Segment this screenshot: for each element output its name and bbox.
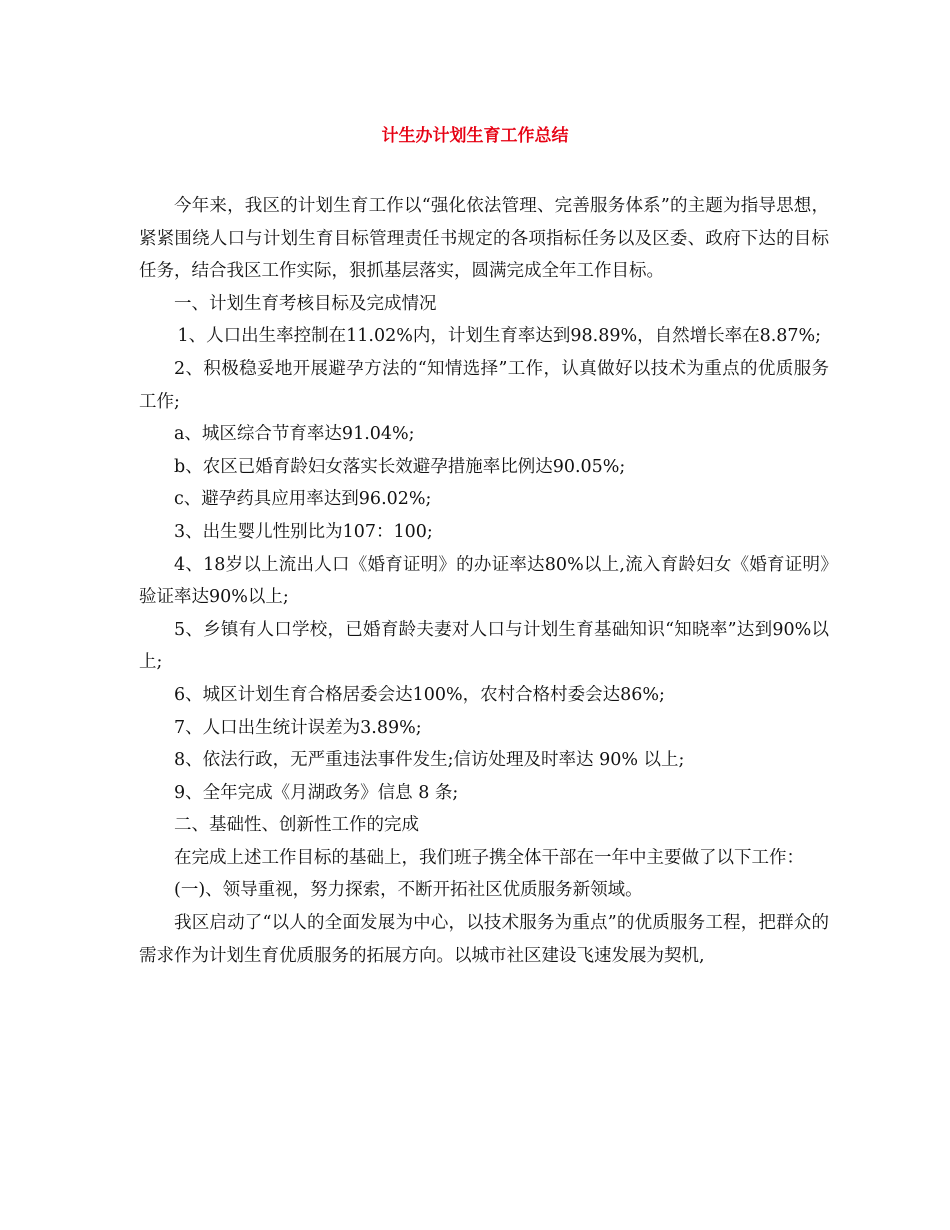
list-item: 6、城区计划生育合格居委会达100%，农村合格村委会达86%; — [174, 684, 665, 705]
list-item: 4、18岁以上流出人口《婚育证明》的办证率达80%以上,流入育龄妇女《婚育证明》验证率达90%以上; — [139, 554, 829, 608]
paragraph-intro: 今年来，我区的计划生育工作以“强化依法管理、完善服务体系”的主题为指导思想，紧紧围绕人口与计划生育目标管理责任书规定的各项指标任务以及区委、政府下达的目标任务，结合我区工作实际，狠抓基层落实，圆满完成全年工作目标。 — [139, 196, 829, 282]
section-heading-1: 一、计划生育考核目标及完成情况 — [174, 293, 437, 314]
list-item: 3、出生婴儿性别比为107：100; — [174, 521, 433, 542]
list-item: 7、人口出生统计误差为3.89%; — [174, 717, 422, 738]
list-item: 9、全年完成《月湖政务》信息 8 条; — [174, 782, 459, 803]
list-item: c、避孕药具应用率达到96.02%; — [174, 489, 432, 510]
paragraph: 在完成上述工作目标的基础上，我们班子携全体干部在一年中主要做了以下工作： — [174, 847, 804, 868]
list-item: a、城区综合节育率达91.04%; — [174, 424, 415, 445]
subsection-heading: (一)、领导重视，努力探索，不断开拓社区优质服务新领域。 — [174, 880, 643, 901]
section-heading-2: 二、基础性、创新性工作的完成 — [174, 815, 419, 836]
document-body — [139, 190, 829, 972]
list-item: 5、乡镇有人口学校，已婚育龄夫妻对人口与计划生育基础知识“知晓率”达到90%以上; — [139, 619, 829, 673]
list-item: 8、依法行政，无严重违法事件发生;信访处理及时率达 90% 以上; — [174, 750, 685, 771]
paragraph: 我区启动了“以人的全面发展为中心，以技术服务为重点”的优质服务工程，把群众的需求作为计划生育优质服务的拓展方向。以城市社区建设飞速发展为契机, — [139, 913, 829, 966]
list-item: 2、积极稳妥地开展避孕方法的“知情选择”工作，认真做好以技术为重点的优质服务工作; — [139, 358, 829, 412]
document-title: 计生办计划生育工作总结 — [381, 126, 569, 146]
list-item: 1、人口出生率控制在11.02%内，计划生育率达到98.89%，自然增长率在8.87%; — [177, 326, 822, 347]
list-item: b、农区已婚育龄妇女落实长效避孕措施率比例达90.05%; — [174, 456, 626, 477]
